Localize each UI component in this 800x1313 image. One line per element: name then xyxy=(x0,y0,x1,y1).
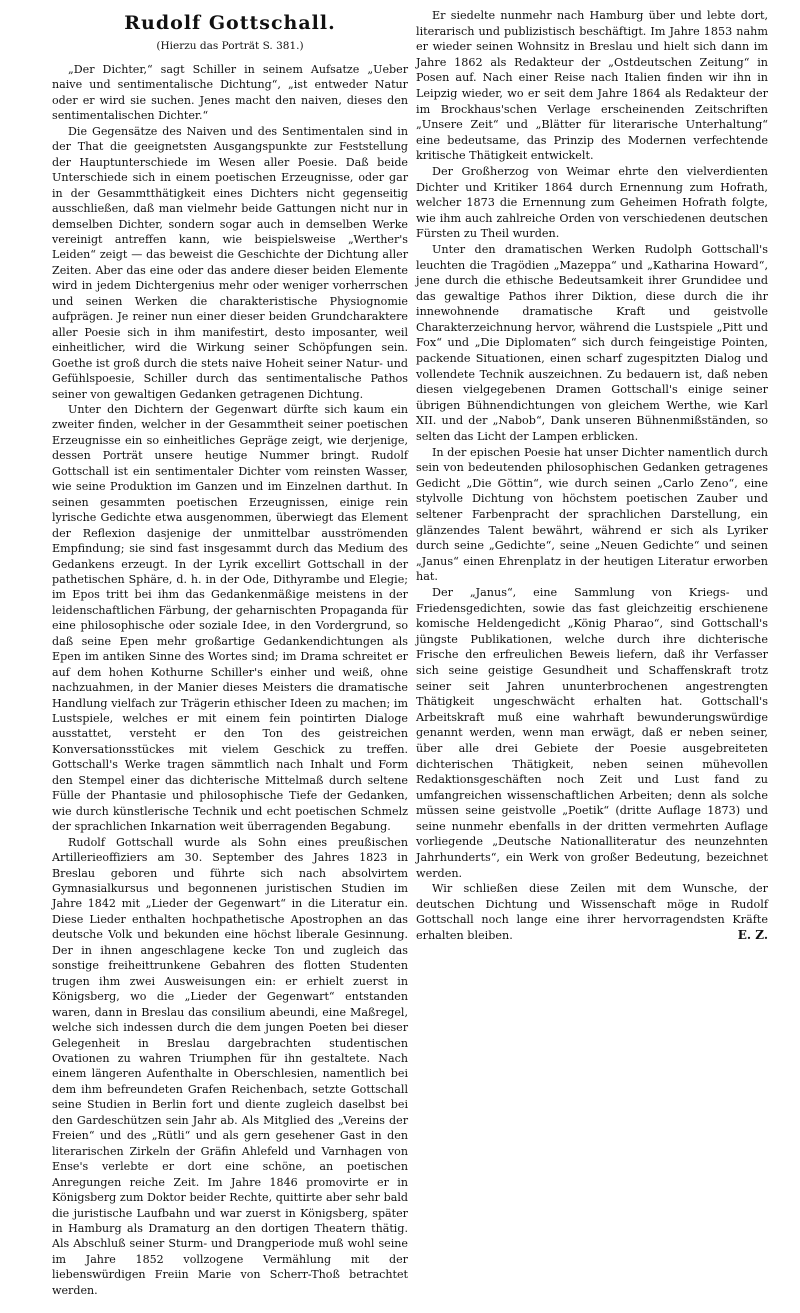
paragraph: Die Gegensätze des Naiven und des Sentimentalen sind in der That die geeignetsten Ausgangspunkte zur Feststellung der Hauptunterschiede im Wesen aller Poesie. Daß beide Unterschiede sich in einem poetischen Erzeugnisse, oder gar in der Gesammtthätigkeit eines Dichters nicht gegenseitig ausschließen, daß man vielmehr beide Gattungen nicht nur in demselben Dichter, sondern sogar auch in demselben Werke vereinigt antreffen kann, wie beispielsweise „Werther's Leiden“ zeigt — das beweist die Geschichte der Dichtung aller Zeiten. Aber das eine oder das andere dieser beiden Elemente wird in jedem Dichtergenius mehr oder weniger vorherrschen und seinen Werken die charakteristische Physiognomie aufprägen. Je reiner nun einer dieser beiden Grundcharaktere aller Poesie sich in ihm manifestirt, desto imposanter, weil einheitlicher, wird die Wirkung seiner Schöpfungen sein. Goethe ist groß durch die stets naive Hoheit seiner Natur- und Gefühlspoesie, Schiller durch das sentimentalische Pathos seiner von gewaltigen Gedanken getragenen Dichtung. xyxy=(52,124,408,401)
paragraph: Unter den Dichtern der Gegenwart dürfte sich kaum ein zweiter finden, welcher in der Gesammtheit seiner poetischen Erzeugnisse ein so einheitliches Gepräge zeigt, wie derjenige, dessen Porträt unsere heutige Nummer bringt. Rudolf Gottschall ist ein sentimentaler Dichter vom reinsten Wasser, wie seine Produktion im Ganzen und im Einzelnen darthut. In seinen gesammten poetischen Erzeugnissen, einige rein lyrische Gedichte etwa ausgenommen, überwiegt das Element der Reflexion dasjenige der unmittelbar ausströmenden Empfindung; sie sind fast insgesammt durch das Medium des Gedankens erzeugt. In der Lyrik excellirt Gottschall in der pathetischen Sphäre, d. h. in der Ode, Dithyrambe und Elegie; im Epos tritt bei ihm das Gedankenmäßige meistens in der leidenschaftlichen Färbung, der geharnischten Propaganda für eine philosophische oder soziale Idee, in den Vordergrund, so daß seine Epen mehr großartige Gedankendichtungen als Epen im antiken Sinne des Wortes sind; im Drama schreitet er auf dem hohen Kothurne Schiller's einher und weiß, ohne nachzuahmen, in der Manier dieses Meisters die dramatische Handlung vielfach zur Trägerin ethischer Ideen zu machen; im Lustspiele, welches er mit einem fein pointirten Dialoge ausstattet, versteht er den Ton des geistreichen Konversationsstückes mit vielem Geschick zu treffen. Gottschall's Werke tragen sämmtlich nach Inhalt und Form den Stempel einer das dichterische Mittelmaß durch seltene Fülle der Phantasie und philosophische Tiefe der Gedanken, wie durch künstlerische Technik und echt poetischen Schmelz der sprachlichen Inkarnation weit überragenden Begabung. xyxy=(52,402,408,834)
author-signature: E. Z. xyxy=(737,928,768,943)
paragraph: In der epischen Poesie hat unser Dichter namentlich durch sein von bedeutenden philosophischen Gedanken getragenes Gedicht „Die Göttin“, wie durch seinen „Carlo Zeno“, eine stylvolle Dichtung von höchstem poetischen Zauber und seltener Farbenpracht der sprachlichen Darstellung, ein glänzendes Talent bewährt, während er sich als Lyriker durch seine „Gedichte“, seine „Neuen Gedichte“ und seinen „Janus“ einen Ehrenplatz in der heutigen Literatur erworben hat. xyxy=(416,445,768,584)
paragraph: Rudolf Gottschall wurde als Sohn eines preußischen Artillerieoffiziers am 30. September des Jahres 1823 in Breslau geboren und führte sich nach absolvirtem Gymnasialkursus und begonnenen juristischen Studien im Jahre 1842 mit „Lieder der Gegenwart“ in die Literatur ein. Diese Lieder enthalten hochpathetische Apostrophen an das deutsche Volk und bekunden eine höchst liberale Gesinnung. Der in ihnen angeschlagene kecke Ton und zugleich das sonstige freiheittrunkene Gebahren des flotten Studenten trugen ihm zwei Ausweisungen ein: er erhielt zuerst in Königsberg, wo die „Lieder der Gegenwart“ entstanden waren, dann in Breslau das consilium abeundi, eine Maßregel, welche sich indessen durch die dem jungen Poeten bei dieser Gelegenheit in Breslau dargebrachten studentischen Ovationen zu wahren Triumphen für ihn gestaltete. Nach einem längeren Aufenthalte in Oberschlesien, namentlich bei dem ihm befreundeten Grafen Reichenbach, setzte Gottschall seine Studien in Berlin fort und diente zugleich daselbst bei den Gardeschützen sein Jahr ab. Als Mitglied des „Vereins der Freien“ und des „Rütli“ und als gern gesehener Gast in den literarischen Zirkeln der Gräfin Ahlefeld und Varnhagen von Ense's verlebte er dort eine schöne, an poetischen Anregungen reiche Zeit. Im Jahre 1846 promovirte er in Königsberg zum Doktor beider Rechte, quittirte aber sehr bald die juristische Laufbahn und war zuerst in Königsberg, später in Hamburg als Dramaturg an den dortigen Theatern thätig. Als Abschluß seiner Sturm- und Drangperiode muß wohl seine im Jahre 1852 vollzogene Vermählung mit der liebenswürdigen Freiin Marie von Scherr-Thoß betrachtet werden. xyxy=(52,835,408,1297)
left-column xyxy=(52,62,408,1298)
paragraph: Er siedelte nunmehr nach Hamburg über und lebte dort, literarisch und publizistisch beschäftigt. Im Jahre 1853 nahm er wieder seinen Wohnsitz in Breslau und hielt sich dann im Jahre 1862 als Redakteur der „Ostdeutschen Zeitung“ in Posen auf. Nach einer Reise nach Italien finden wir ihn in Leipzig wieder, wo er seit dem Jahre 1864 als Redakteur der im Brockhaus'schen Verlage erscheinenden Zeitschriften „Unsere Zeit“ und „Blätter für literarische Unterhaltung“ eine bedeutsame, das Prinzip des Modernen verfechtende kritische Thätigkeit entwickelt. xyxy=(416,9,768,163)
paragraph: Der „Janus“, eine Sammlung von Kriegs- und Friedensgedichten, sowie das fast gleichzeitig erschienene komische Heldengedicht „König Pharao“, sind Gottschall's jüngste Publikationen, welche durch ihre dichterische Frische den erfreulichen Beweis liefern, daß ihr Verfasser sich seine geistige Gesundheit und Schaffenskraft trotz seiner seit Jahren ununterbrochenen angestrengten Thätigkeit ungeschwächt erhalten hat. Gottschall's Arbeitskraft muß eine wahrhaft bewunderungswürdige genannt werden, wenn man erwägt, daß er neben seiner, über alle drei Gebiete der Poesie ausgebreiteten dichterischen Thätigkeit, neben seinen mühevollen Redaktionsgeschäften noch Zeit und Lust fand zu umfangreichen wissenschaftlichen Arbeiten; denn als solche müssen seine geistvolle „Poetik“ (dritte Auflage 1873) und seine nunmehr ebenfalls in der dritten vermehrten Auflage vorliegende „Deutsche Nationalliteratur des neunzehnten Jahrhunderts“, ein Werk von großer Bedeutung, bezeichnet werden. xyxy=(416,585,768,880)
article-subtitle: (Hierzu das Porträt S. 381.) xyxy=(156,40,304,52)
paragraph: „Der Dichter,“ sagt Schiller in seinem Aufsatze „Ueber naive und sentimentalische Dichtung“, „ist entweder Natur oder er wird sie suchen. Jenes macht den naiven, dieses den sentimentalischen Dichter.“ xyxy=(52,63,408,123)
paragraph: Der Großherzog von Weimar ehrte den vielverdienten Dichter und Kritiker 1864 durch Ernennung zum Hofrath, welcher 1873 die Ernennung zum Geheimen Hofrath folgte, wie ihm auch zahlreiche Orden von verschiedenen deutschen Fürsten zu Theil wurden. xyxy=(416,164,768,241)
closing-paragraph xyxy=(416,881,768,943)
paragraph: Unter den dramatischen Werken Rudolph Gottschall's leuchten die Tragödien „Mazeppa“ und „Katharina Howard“, jene durch die ethische Bedeutsamkeit ihrer Grundidee und das gewaltige Pathos ihrer Diktion, diese durch die ihr innewohnende dramatische Kraft und geistvolle Charakterzeichnung hervor, während die Lustspiele „Pitt und Fox“ und „Die Diplomaten“ sich durch feingeistige Pointen, packende Situationen, einen scharf zugespitzten Dialog und vollendete Technik auszeichnen. Zu bedauern ist, daß neben diesen vielgegebenen Dramen Gottschall's einige seiner übrigen Bühnendichtungen von gleichem Werthe, wie Karl XII. und der „Nabob“, Dank unseren Bühnenmißständen, so selten das Licht der Lampen erblicken. xyxy=(416,242,768,444)
right-column xyxy=(416,8,768,944)
closing-text: Wir schließen diese Zeilen mit dem Wunsche, der deutschen Dichtung und Wissenschaft möge in Rudolf Gottschall noch lange eine ihrer hervorragendsten Kräfte erhalten bleiben. xyxy=(416,882,768,943)
article-title: Rudolf Gottschall. xyxy=(124,12,336,34)
